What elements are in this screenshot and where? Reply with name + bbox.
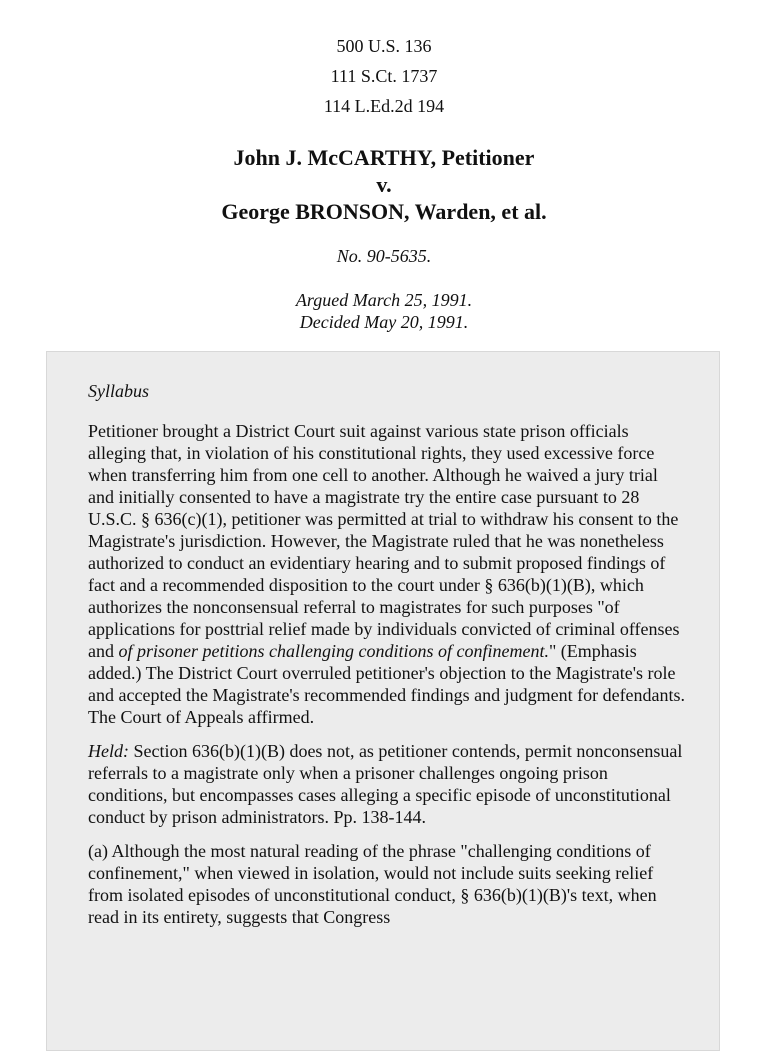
syllabus-heading: Syllabus <box>88 381 149 401</box>
argued-date: Argued March 25, 1991. <box>295 290 473 310</box>
facts-text-continued: " (Emphasis added.) The District Court overruled petitioner's objection to the Magistrate's role and accepted the Magistrate's recommended findings and judgment for defendants. The Court of Appeals affirmed. <box>88 641 686 727</box>
citations-block <box>0 34 768 124</box>
syllabus-content <box>88 380 688 940</box>
case-dates <box>0 289 768 333</box>
syllabus-paragraph-held <box>88 740 688 828</box>
syllabus-paragraph-a: (a) Although the most natural reading of the phrase "challenging conditions of confinement," when viewed in isolation, would not include suits seeking relief from isolated episodes of unconstitutional conduct, § 636(b)(1)(B)'s text, when read in its entirety, suggests that Congress <box>88 841 657 927</box>
docket-number: No. 90-5635. <box>336 246 432 266</box>
citation-supreme-court-reporter: 111 S.Ct. 1737 <box>330 66 438 86</box>
case-caption <box>0 144 768 225</box>
held-text: Section 636(b)(1)(B) does not, as petitioner contends, permit nonconsensual referrals to a magistrate only when a prisoner challenges ongoing prison conditions, but encompasses cases alleging a specific episode of unconstitutional conduct by prison administrators. Pp. 138-144. <box>88 741 683 827</box>
decided-date: Decided May 20, 1991. <box>299 312 469 332</box>
held-label: Held: <box>88 741 129 761</box>
respondent-name: George BRONSON, Warden, et al. <box>221 199 547 224</box>
facts-text: Petitioner brought a District Court suit against various state prison officials alleging that, in violation of his constitutional rights, they used excessive force when transferring him from one cell to another. Although he waived a jury trial and initially consented to have a magistrate try the entire case pursuant to 28 U.S.C. § 636(c)(1), petitioner was permitted at trial to withdraw his consent to the Magistrate's jurisdiction. However, the Magistrate ruled that he was nonetheless authorized to conduct an evidentiary hearing and to submit proposed findings of fact and a recommended disposition to the court under § 636(b)(1)(B), which authorizes the nonconsensual referral to magistrates for such purposes "of applications for posttrial relief made by individuals convicted of criminal offenses and <box>88 421 680 661</box>
citation-lawyers-edition: 114 L.Ed.2d 194 <box>323 96 445 116</box>
petitioner-name: John J. McCARTHY, Petitioner <box>233 145 535 170</box>
syllabus-paragraph-facts <box>88 420 688 728</box>
citation-us-reports: 500 U.S. 136 <box>336 36 432 56</box>
facts-emphasis: of prisoner petitions challenging conditions of confinement. <box>118 641 549 661</box>
syllabus-panel <box>46 351 720 1051</box>
versus-label: v. <box>376 172 392 197</box>
